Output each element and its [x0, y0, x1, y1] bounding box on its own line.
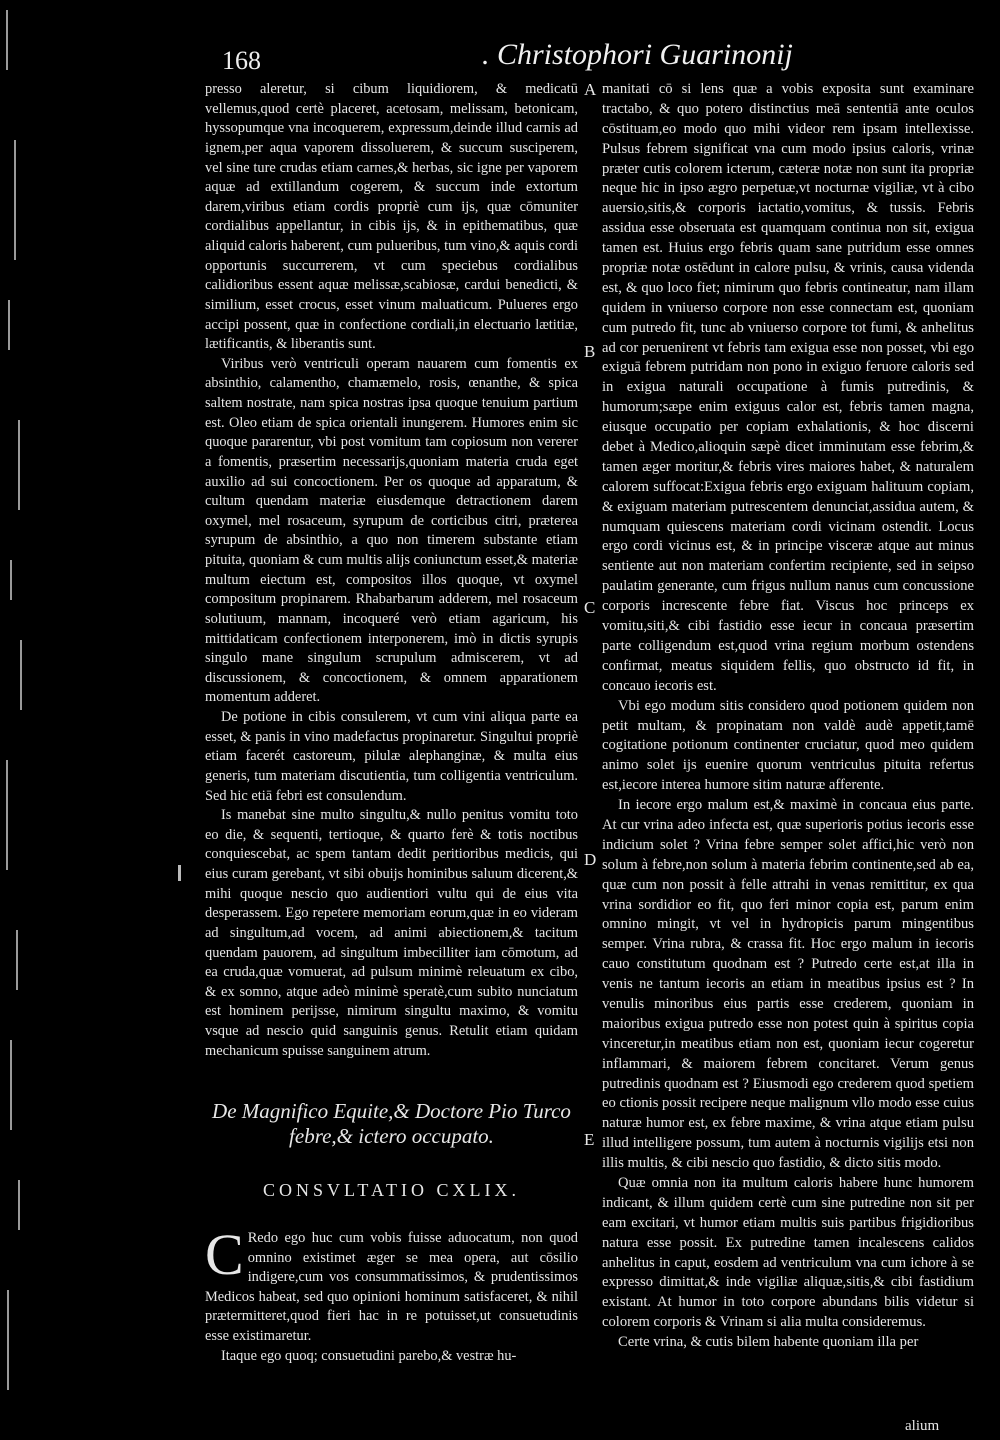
- running-title: . Christophori Guarinonij: [482, 38, 793, 71]
- consultatio-title: CONSVLTATIO CXLIX.: [263, 1180, 520, 1201]
- left-paragraph-3: De potione in cibis consulerem, vt cum vini aliqua parte ea esset, & panis in vino madefactus propinaretur. Singultui propriè etiam facerét castoreum, pilulæ alephanginæ, & multa eius generis, tum materiam discutientia, tum colligentia ventriculum. Sed hic etiā febri est consulendum.: [205, 709, 578, 804]
- right-column: [602, 80, 974, 1353]
- left-paragraph-2: Viribus verò ventriculi operam nauarem cum fomentis ex absinthio, calamentho, chamæmelo, rosis, œnanthe, & spica saltem nostrate, nam spica nostras ipsa quoque tenuium partium est. Oleo etiam de spica orientali inungerem. Humores enim sic quoque pararentur, vbi post vomitum tam copiosum non vererer a fomentis, præsertim necessarijs,quoniam materia cruda eget auxilio ad sui concoctionem. Per os quoque ad apparatum, & cultum quendam materiæ eiusdemque detractionem darem oxymel, mel rosaceum, syrupum de corticibus citri, præterea syrupum de absinthio, a quo non timerem substante etiam pituita, quoniam & cum multis alijs coniunctum esset,& materiæ multum eiectum est, compositos illos quoque, vt oxymel compositum propinarem. Rhabarbarum adderem, mel rosaceum solutiuum, mannam, incoqueré verò etiam agaricum, his mittidaticam confectionem interponerem, imò in dictis syrupis singulo mane singulum scrupulum admiscerem, vt ad discussionem, & concoctionem, & omnem apparationem momentum adderet.: [205, 355, 578, 706]
- margin-letter-b: B: [584, 342, 596, 361]
- right-paragraph-4: Quæ omnia non ita multum caloris habere hunc humorem indicant, & illum quidem certè cum sine putredine non sit per eam excitari, vt humor etiam multis suis partibus frigidioribus natura esse possit. Ex putredine tamen incalescens calidos anhelitus in caput, eosdem ad ventriculum vna cum ichore à se expresso dimittat,& inde vigiliæ aliquæ,sitis,& cibi fastidium existant. At humor in toto corpore abundans bilis videtur si colorem corporis & Vrinam si alia multa consideremus.: [602, 1174, 974, 1331]
- right-paragraph-5: Certe vrina, & cutis bilem habente quoniam illa per: [618, 1334, 919, 1351]
- margin-speck: [178, 865, 181, 881]
- opening-text: Redo ego huc cum vobis fuisse aduocatum, non quod omnino existimet æger se mea opera, aut cōsilio indigere,cum vos consummatissimos, & prudentissimos Medicos habeat, sed quo opinioni hominum satisfaceret, & nihil prætermitteret,quod fieri hac in re potuisset,ut consuetudinis esse existimaretur.: [205, 1229, 578, 1344]
- margin-letter-c: C: [584, 598, 596, 617]
- right-paragraph-3: In iecore ergo malum est,& maximè in concaua eius parte. At cur vrina adeo infecta est, quæ superioris potius iecoris esse indicium solet ? Vrina febre semper solet affici,hic verò non solum à febre,non solum à materia febrim continente,sed ab ea, quæ cum non possit à felle attrahi in venas remittitur, ex qua vrina sordidior eo fit, quo feri minor copia est, parum enim omnino mingit, vt vel in hydropicis parum mingentibus semper. Vrina rubra, & crassa fit. Hoc ergo malum in iecoris cauo constitutum quodnam est ? Putredo certe est,at illa in venis ne tantum iecoris an etiam in meatibus ipsius est ? In venulis minoribus eius partis esse crederem, quoniam in maioribus exigua putredo esse non potest quin à spiritus copia vinceretur,in meatibus etiam non est, quoniam iecur cogeretur inflammari, & maiorem febrem concitaret. Verum genus putredinis quodnam est ? Eiusmodi ego crederem quod spetiem eo ctionis possit recipere neque malignum vllo modo esse cuius naturæ humor est, ex febre maxime, & vrina atque etiam pulsu illud intelligere possum, tum autem à nocturnis vigilijs etsi non illis multis, & cibi nescio quo fastidio, & dicto sitis modo.: [602, 797, 974, 1172]
- right-paragraph-1: manitati cō si lens quæ a vobis exposita sunt examinare tractabo, & quo potero distinctius meā sententiā ante oculos cōstituam,eo modo quo mihi videor rem ipsam intellexisse. Pulsus febrem significat vna cum modo ipsius caloris, vrinæ præter cutis colorem icterum, cæteræ notæ non sunt ita propriæ neque hic in ipso ægro perpetuæ,vt nocturnæ vigiliæ, vt à cibo auersio,sitis,& corporis iactatio,vomitus, & tussis. Febris assidua esse obseruata est quamquam continua non sit, exigua tamen est. Huius ergo febris quam sane putridum esse omnes propriæ notæ ostēdunt in calore pulsu, & vrinis, causa videnda est, & quo loco fiet; nimirum quo febris contineatur, nam illam quidem in vniuerso corpore non esse connectam est, quoniam cum putredo fit, tunc ab vniuerso corpore tot fumi, & anhelitus ad cor peruenirent vt febris tam exigua esse non posset, vbi ego exiguā febrem putridam non pono in exiguo feruore caloris sed in exigua naturali occupatione à fumis putredinis, & humorum;sæpe enim exiguus calor est, febris tamen magna, eiusque occupatio per copiam exhalationis, & hoc discerni debet à Medico,alioquin sæpè dicet imminutam esse febrim,& tamen æger moritur,& febris vires maiores habet, & naturalem calorem suffocat:Exigua febris ergo exiguam halituum copiam, & exiguam materiam putrescentem denunciat,assidua autem, & numquam quiescens materiam cordi vicinam ostendit. Locus ergo cordi vicinus est, & in principe visceræ atque aut minus sentiente aut non materiam confertim recipiente, sed in seipso paulatim generante, cum frigus nullum nanus cum concussione corporis increscente febre fiat. Viscus hoc princeps ex vomitu,siti,& cibi fastidio esse iecur in concaua præsertim parte colligendum est,quod vrina regium morbum ostendens confirmat, meatus siquidem fellis, quo obstructo id fit, in concauo iecoris est.: [602, 81, 974, 694]
- page-number: 168: [222, 46, 261, 75]
- binding-edge: [4, 0, 26, 1440]
- section-heading: De Magnifico Equite,& Doctore Pio Turco febre,& ictero occupato.: [212, 1099, 571, 1149]
- margin-letter-a: A: [584, 80, 597, 99]
- catchword: alium: [905, 1418, 940, 1434]
- left-paragraph-1: presso aleretur, si cibum liquidiorem, & medicatū vellemus,quod certè placeret, acetosam, melissam, betonicam, hyssopumque vna incoquerem, expressum,deinde illud carnis ad ignem,per aqua vaporem dissoluerem, & succum susciperem, vel sine ture crudas etiam carnes,& herbas, sic igne per vaporem aquæ ad extillandum cogerem, & succum inde extortum darem,viribus etiam cordis propriè cum ijs, quæ cōmuniter cordialibus appellantur, in cibis ijs, & in epithematibus, quæ aliquid caloris haberent, cum pulueribus, tum vino,& aquis cordi opportunis succurrerem, vt cum speciebus cordialibus calidioribus essent aquæ melissæ,scabiosæ, cardui benedicti, & similium, esset crocus, esset vinum maluaticum. Pulueres ergo accipi possent, quæ in confectione cordiali,in electuario lætitiæ, lætificantis, & liberantis sunt.: [205, 81, 578, 353]
- left-paragraph-4: Is manebat sine multo singultu,& nullo penitus vomitu toto eo die, & sequenti, tertioque, & quarto ferè & totis noctibus conquiescebat, ac spem tantam dedit peritioribus medicis, qui eius curam gerebant, vt sibi obuijs hominibus saluum dicerent,& mihi quoque nescio quo audientiori vultu qui de eius vita desperassem. Ego repetere memoriam eorum,quæ in eo videram ad singultum,ad vocem, ad animi abiectionem,& tacitum quendam pauorem, ad singultum imbecilliter iam cōmotum, ad ea cruda,quæ vomuerat, ad pulsum minimè releuatum ex cibo, & ex somno, atque adeò minimè speratè,cum subito nunciatum est hominem perijsse, nimirum singultu maximo, & vomitu vsque ad nescio quid sanguinis genus. Retulit etiam quidam mechanicum spuisse sanguinem atrum.: [205, 807, 578, 1059]
- margin-letter-e: E: [584, 1130, 595, 1149]
- left-last-line: Itaque ego quoq; consuetudini parebo,& vestræ hu-: [221, 1347, 517, 1364]
- drop-cap: C: [205, 1221, 244, 1287]
- right-paragraph-2: Vbi ego modum sitis considero quod potionem quidem non petit multam, & propinatam non valdè audè appetit,tamē cogitatione potionum continenter cruciatur, quod meo quidem animo solet ijs euenire quorum ventriculus pituita refertus est,iecore interea humore sitim naturæ afferente.: [602, 697, 974, 794]
- margin-letter-d: D: [584, 850, 597, 869]
- running-header: [222, 38, 793, 78]
- left-column: [205, 80, 578, 1366]
- opening-paragraph: [205, 1221, 578, 1347]
